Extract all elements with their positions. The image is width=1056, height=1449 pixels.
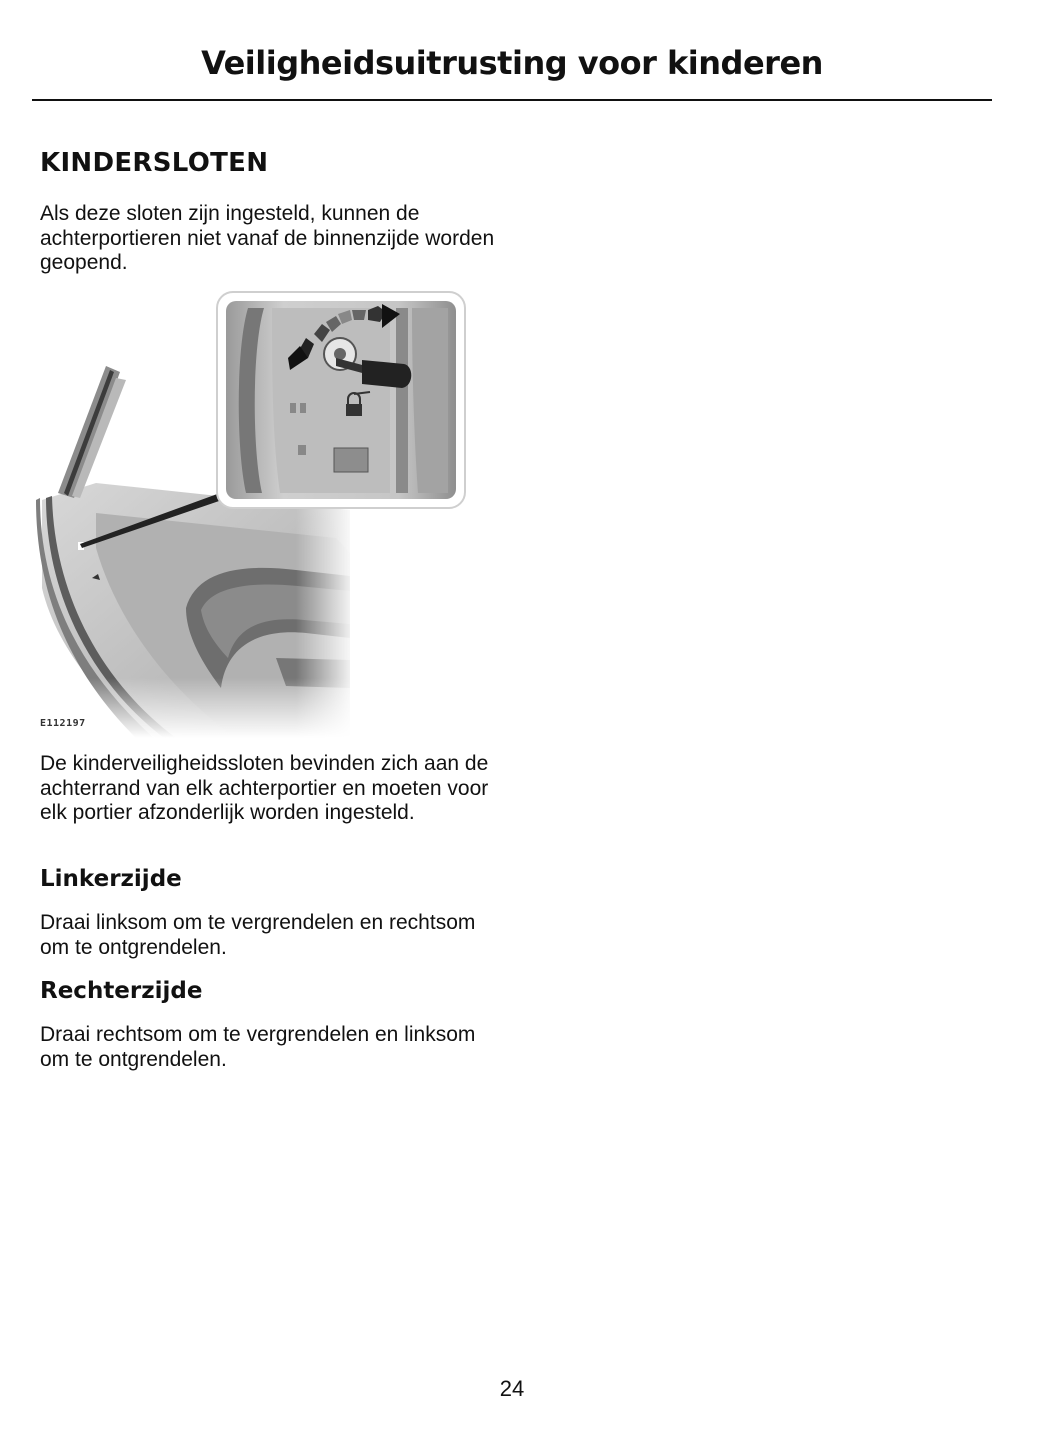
header-divider [32, 99, 992, 101]
left-side-heading: Linkerzijde [40, 866, 182, 892]
left-side-paragraph: Draai linksom om te vergrendelen en rechtsom om te ontgrendelen. [40, 911, 476, 959]
page-number: 24 [499, 1376, 525, 1401]
intro-paragraph: Als deze sloten zijn ingesteld, kunnen de achterportieren niet vanaf de binnenzijde worden geopend. [40, 202, 495, 274]
right-side-paragraph: Draai rechtsom om te vergrendelen en linksom om te ontgrendelen. [40, 1023, 476, 1071]
child-lock-figure [36, 288, 470, 738]
page-title: Veiligheidsuitrusting voor kinderen [201, 44, 823, 82]
right-side-heading: Rechterzijde [40, 978, 203, 1004]
location-paragraph: De kinderveiligheidssloten bevinden zich aan de achterrand van elk achterportier en moeten voor elk portier afzonderlijk worden ingesteld. [40, 752, 489, 824]
figure-code: E112197 [40, 718, 86, 729]
child-lock-door-illustration-icon [36, 288, 470, 738]
section-title: KINDERSLOTEN [40, 148, 269, 178]
